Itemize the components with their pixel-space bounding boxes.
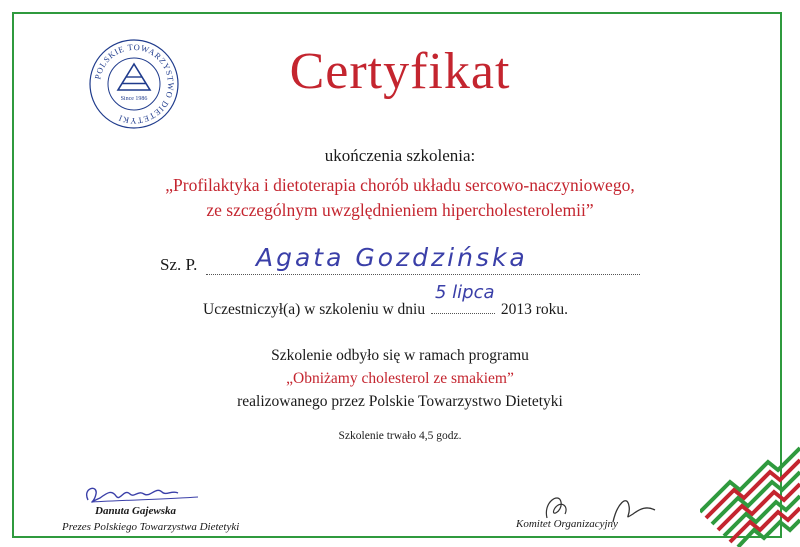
attendance-prefix: Uczestniczył(a) w szkoleniu w dniu bbox=[203, 301, 426, 318]
attendance-line bbox=[203, 282, 569, 319]
recipient-dotted-line bbox=[206, 274, 640, 275]
attendance-date-handwritten: 5 lipca bbox=[434, 282, 495, 303]
recipient-name-handwritten: Agata Gozdzińska bbox=[256, 243, 528, 272]
training-duration: Szkolenie trwało 4,5 godz. bbox=[338, 430, 462, 442]
logo-ring-text: POLSKIE TOWARZYSTWO DIETETYKI bbox=[93, 42, 176, 126]
completion-subheading: ukończenia szkolenia: bbox=[324, 146, 476, 165]
attendance-date-blank bbox=[431, 282, 495, 314]
certificate-title: Certyfikat bbox=[289, 43, 511, 100]
program-organizer: realizowanego przez Polskie Towarzystwo Dietetyki bbox=[237, 393, 563, 410]
logo-since: Since 1986 bbox=[120, 96, 148, 102]
recipient-row bbox=[160, 243, 640, 277]
recipient-label: Sz. P. bbox=[160, 255, 198, 274]
president-name: Danuta Gajewska bbox=[95, 505, 176, 517]
course-title-line-1: „Profilaktyka i dietoterapia chorób układu sercowo-naczyniowego, bbox=[165, 175, 635, 195]
president-role: Prezes Polskiego Towarzystwa Dietetyki bbox=[62, 521, 240, 533]
program-intro: Szkolenie odbyło się w ramach programu bbox=[271, 347, 529, 364]
president-signature bbox=[68, 478, 238, 508]
course-title-line-2: ze szczególnym uwzględnieniem hipercholesterolemii” bbox=[206, 200, 594, 220]
attendance-suffix: 2013 roku. bbox=[500, 301, 569, 318]
program-name: „Obniżamy cholesterol ze smakiem” bbox=[286, 370, 514, 387]
corner-stripes-decoration bbox=[700, 440, 800, 547]
committee-role: Komitet Organizacyjny bbox=[516, 518, 618, 530]
